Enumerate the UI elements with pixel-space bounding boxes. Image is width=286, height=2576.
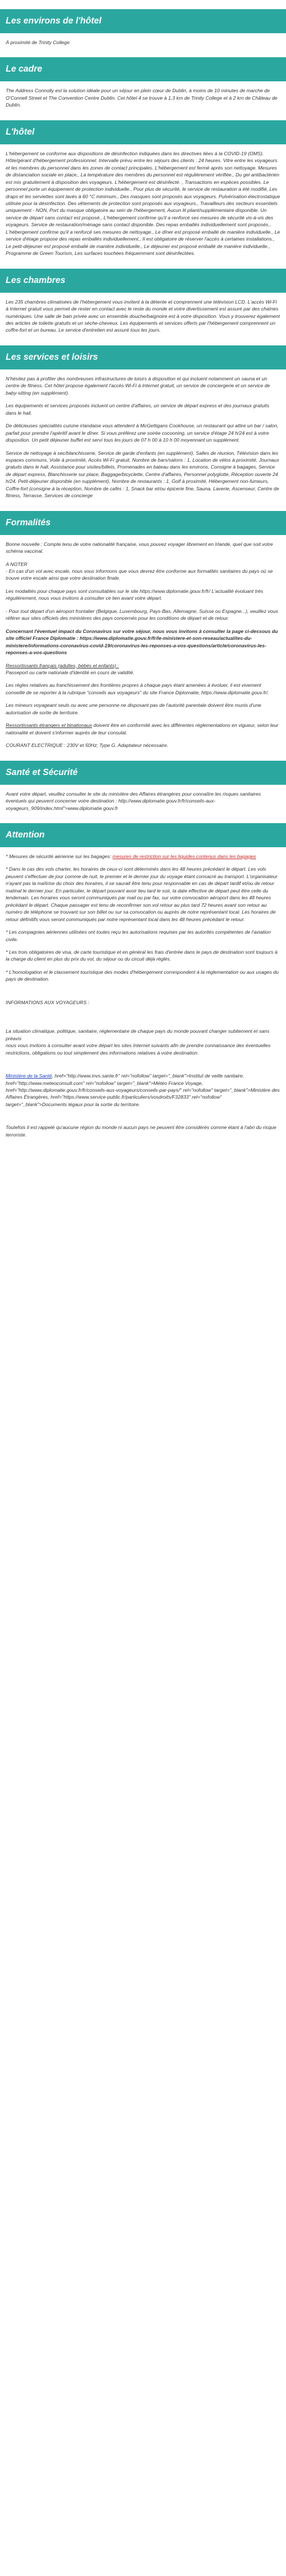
section-environs [0,9,286,49]
formalites-paragraph-10: COURANT ELECTRIQUE : 230V et 50Hz; Type G. Adaptateur nécessaire. [6,742,169,749]
section-body-chambres [0,293,286,337]
section-title-chambres: Les chambres [0,269,286,293]
section-body-attention [0,847,286,1142]
section-cadre [0,57,286,112]
services-paragraph-4: Service de nettoyage à sec/blanchisserie, Service de garde d'enfants (en supplément), Salles de réunion, Télévision dans les espaces communs, Voile à proximité, Accès Wi-Fi gratuit, Nombre de bars/salons : 1, Location de vélos à proximité, Journaux gratuits dans le hall, Assistance pour visites/billets, Promenades en bateau dans les environs, Consigne à bagages, Service de départ express, Blanchisserie sur place, Baggage/bicyclette, Centre d'affaires, Personnel polyglotte, Réception ouverte 24 h/24, Petit-déjeuner disponible (en supplément), Nombre de restaurants : 1, Golf à proximité, Hébergement non-fumeurs, Coffre-fort (consigne à la réception, Nombre de cafés : 1, Snack bar et/ou épicerie fine, Sauna, Laverie, Ascenseur, Centre de fitness, Terrasse, Services de concierge [6,450,279,499]
section-title-formalites: Formalités [0,511,286,535]
section-title-environs: Les environs de l'hôtel [0,9,286,33]
sante-text: Avant votre départ, veuillez consulter le site du ministère des Affaires étrangères pour connaître les risques sanitaires éventuels qui peuvent concerner votre destination : http://www.diplomatie.gouv.fr/fr/conseils-aux-voyageurs_909/index.html">www.diplomatie.gouv.fr [6,791,261,811]
attention-paragraph-9: , href="http://www.invs.sante.fr" rel="nofollow" target="_blank">Institut de veille sanitaire, href="http://www.meteoconsult.com" rel="nofollow" target="_blank">Météo France Voyage, href="http://www.diplomatie.gouv.fr/fr/conseils-aux-voyageurs/conseils-par-pays/" rel="nofollow" target="_blank">Ministère des Affaires Étrangères, href="https://www.service-public.fr/particuliers/vosdroits/F32833" rel="nofollow" target="_blank">Documents légaux pour la sortie du territoire. [6,1073,280,1107]
attention-paragraph-6: INFORMATIONS AUX VOYAGEURS : [6,999,90,1005]
attention-paragraph-1: * Mesures de sécurité aérienne sur les bagages: [6,854,113,859]
section-body-hotel [0,144,286,261]
environs-text: À proximité de Trinity College [6,40,70,45]
formalites-paragraph-6: Passeport ou carte nationale d'identité en cours de validité. [6,670,134,676]
formalites-paragraph-7: Les règles relatives au franchissement des frontières propres à chaque pays étant amenées à évoluer, il est vivement conseillé de se reporter à la rubrique "conseils aux voyageurs" du site France Diplomatie, https://www.diplomatie.gouv.fr/. [6,682,269,695]
formalites-paragraph-2: - En cas d'un vol avec escale, nous vous informons que vous devrez être conforme aux formalités sanitaires du pays où se trouve votre escale ainsi que votre destination finale. [6,568,273,581]
section-hotel [0,120,286,261]
section-sante [0,761,286,815]
section-chambres [0,269,286,337]
section-title-sante: Santé et Sécurité [0,761,286,785]
section-services [0,345,286,503]
attention-paragraph-4: * Les trois obligatoires de visa, de carte touristique et en général les frais d'entrée dans le pays de destination sont toujours à la charge du client en plus du prix du vol, du séjour ou du circuit déjà réglés. [6,949,278,962]
attention-paragraph-8: nous vous invitons à consulter avant votre départ les sites Internet suivants afin de prendre connaissance des éventuelles restrictions, obligations ou tout simplement des informations relatives à votre destination. [6,1043,271,1056]
section-attention [0,823,286,1142]
section-body-services [0,369,286,503]
section-title-attention: Attention [0,823,286,847]
formalites-paragraph-1: Bonne nouvelle : Compte tenu de votre nationalité française, vous pouvez voyager librement en Irlande, quel que soit votre schéma vaccinal. [6,541,273,554]
cadre-text: The Address Connolly est la solution idéale pour un séjour en plein cœur de Dublin, à moins de 10 minutes de marche de O'Connell Street et The Convention Centre Dublin. Cet hôtel 4 se trouve à 1,3 km de Trinity College et à 2 km de Château de Dublin. [6,88,277,108]
attention-paragraph-2: * Dans le cas des vols charter, les horaires de ceux-ci sont déterminés dans les 48 heures précédant le départ. Les vols peuvent s'effectuer de jour comme de nuit, le premier et le dernier jour du voyage étant consacré au transport. L'organisateur n'ayant pas la maîtrise du choix des horaires, il se saurait être tenu pour responsable en cas de départ tardif et/ou de retour matinal le dernier jour. En particulier, le départ pouvant avoir lieu tard le soir, la date effective de départ peut être celle du lendemain. Les horaires vous seront communiqués par mail ou par fax, sur votre convocation aéroport dans les 48 heures précédant le départ. Chaque passager est tenu de reconfirmer son vol retour au plus tard 72 heures avant son retour au numéro de téléphone se trouvant sur son billet ou sur sa convocation ou auprès de notre représentant local. Les horaires de retour définitifs vous seront communiqués par notre représentant local dans les 48 heures précédant le retour. [6,866,278,922]
section-title-services: Les services et loisirs [0,345,286,369]
section-title-hotel: L'hôtel [0,120,286,144]
formalites-paragraph-8: Les mineurs voyageant seuls ou avec une personne ne disposant pas de l'autorité parentale doivent être munis d'une autorisation de sortie de territoire. [6,702,261,715]
attention-paragraph-10: Toutefois il est rappelé qu'aucune région du monde ni aucun pays ne peuvent être considérés comme étant à l'abri du risque terroriste. [6,1124,277,1138]
formalites-paragraph-5: Concernant l'éventuel impact du Coronavirus sur votre séjour, nous vous invitons à consulter la page ci-dessous du site officiel France Diplomatie : https://www.diplomatie.gouv.fr/fr/le-ministere-et-son-reseau/actualites-du-ministere/informations-coronavirus-covid-19/coronavirus-les-reponses-a-vos-questions/article/coronavirus-les-reponses-a-vos-questions [6,628,278,656]
services-paragraph-3: De délicieuses spécialités cuisine irlandaise vous attendent à McGettigans Cookhouse, un restaurant qui attire un bar / salon, parfait pour prendre l'apéritif avant le dîner. Si vous préférez une soirée cocooning, un service d'étage 24 h/24 est à votre disposition. Un petit déjeuner buffet est servi tous les jours de 07 h 00 à 10 h 00 moyennant un supplément. [6,423,279,443]
formalites-french-heading: Ressortissants français (adultes, bébés et enfants) : [6,662,119,668]
services-paragraph-2: Les équipements et services proposés incluent un centre d'affaires, un service de départ express et des journaux gratuits dans le hall. [6,403,269,416]
attention-paragraph-5: * L'homologation et le classement touristique des modes d'hébergement correspondent à la réglementation ou aux usages du pays de destination. [6,969,279,982]
section-body-sante [0,785,286,815]
section-body-environs [0,33,286,49]
chambres-text: Les 235 chambres climatisées de l'hébergement vous invitent à la détente et comprennent une télévision LCD. L'accès Wi-Fi à Internet gratuit vous permet de rester en contact avec le reste du monde et votre divertissement est assuré par des chaînes numériques. Une salle de bain privée avec un ensemble douche/baignoire est à votre disposition. Vous y trouverez également des articles de toilette gratuits et un sèche-cheveux. Les équipements et services offerts par l'hébergement comprennent un coffre-fort et un bureau. Le service d'entretien est assuré tous les jours. [6,298,280,333]
formalites-paragraph-3: Les modalités pour chaque pays sont consultables sur le site https://www.diplomatie.gouv.fr/fr/ L'actualité évoluant très régulièrement, nous vous invitons à consulter ce lien avant votre départ. [6,588,264,601]
attention-paragraph-7: La situation climatique, politique, sanitaire, réglementaire de chaque pays du monde pouvant changer subitement et sans préavis [6,1028,270,1041]
formalites-foreign-heading: Ressortissants étrangers et binationaux [6,722,92,729]
section-formalites [0,511,286,753]
section-title-cadre: Le cadre [0,57,286,81]
services-paragraph-1: N'hésitez pas à profiter des nombreuses infrastructures de loisirs à disposition et qui incluent notamment un sauna et un centre de fitness. Cet hôtel propose également l'accès Wi-Fi à Internet gratuit, un service de conciergerie et un service de baby-sitting (en supplément). [6,375,271,396]
hotel-text: L'hébergement se conforme aux dispositions de désinfection indiquées dans les directives liées à la COVID-19 (OMS). Hôte/gérant d'hébergement professionnel. Intervalle prévu entre les séjours des clients : 24 heures. Vitre entre les voyageurs et les membres du personnel dans les zones de contact principales. L'hébergement est fermé après son nettoyage. Mesures de distanciation sociale en place., La température des membres du personnel est régulièrement vérifiée., Du gel antibactérien est mis gratuitement à disposition des voyageurs. L'hébergement est désinfecté. , Transactions en espèces possibles. Le personnel porte un équipement de protection individuelle., Pour plus de sécurité, le service de restauration a été modifié, Les draps et les serviettes sont lavés à 60 °C minimum., Des masques sont proposés aux voyageurs. Pulvérisation électrostatique utilisée pour la désinfection. Des vêtements de protection sont proposés aux voyageurs., Travailleurs des secteurs essentiels uniquement - NON, Port du masque obligatoire au sein de l'hébergement, Aucun lit pliant/supplémentaire disponible. Un service de départ sans contact est proposé., L'hébergement confirme qu'il a renforcé ses mesures de sécurité vis-à-vis des voyageurs. Service de restauration/ménage sans contact disponible. Des repas emballés individuellement sont proposés., L'hébergement confirme qu'il a renforcé ses mesures de nettoyage., Le dîner est proposé emballé de manière individuelle., Le service d'étage propose des repas emballés individuellement., Il est obligatoire de réserver l'accès à certaines installations., Le petit-déjeuner est proposé emballé de manière individuelle., Le déjeuner est proposé emballé de manière individuelle., Programme de Green Tourism, Les surfaces touchées fréquemment sont désinfectées. [6,150,280,257]
section-body-cadre [0,81,286,112]
formalites-note-heading: A NOTER [6,561,27,567]
liquids-restriction-link[interactable]: mesures de restriction sur les liquides contenus dans les bagages [112,854,256,859]
section-body-formalites [0,535,286,753]
formalites-paragraph-9: doivent être en conformité avec les différentes réglementations en vigueur, selon leur nationalité et doivent s'informer auprès de leur consulat. [6,722,279,736]
ministere-sante-link[interactable]: Ministère de la Santé [6,1073,52,1079]
attention-paragraph-3: * Les compagnies aériennes utilisées ont toutes reçu les autorisations requises par les autorités compétentes de l'aviation civile. [6,929,271,942]
formalites-paragraph-4: - Pour tout départ d'un aéroport frontalier (Belgique, Luxembourg, Pays-Bas, Allemagne, Suisse ou Espagne...), veuillez vous référer aux sites officiels des ministères des pays concernés pour les conditions de départ et de retour. [6,608,279,622]
